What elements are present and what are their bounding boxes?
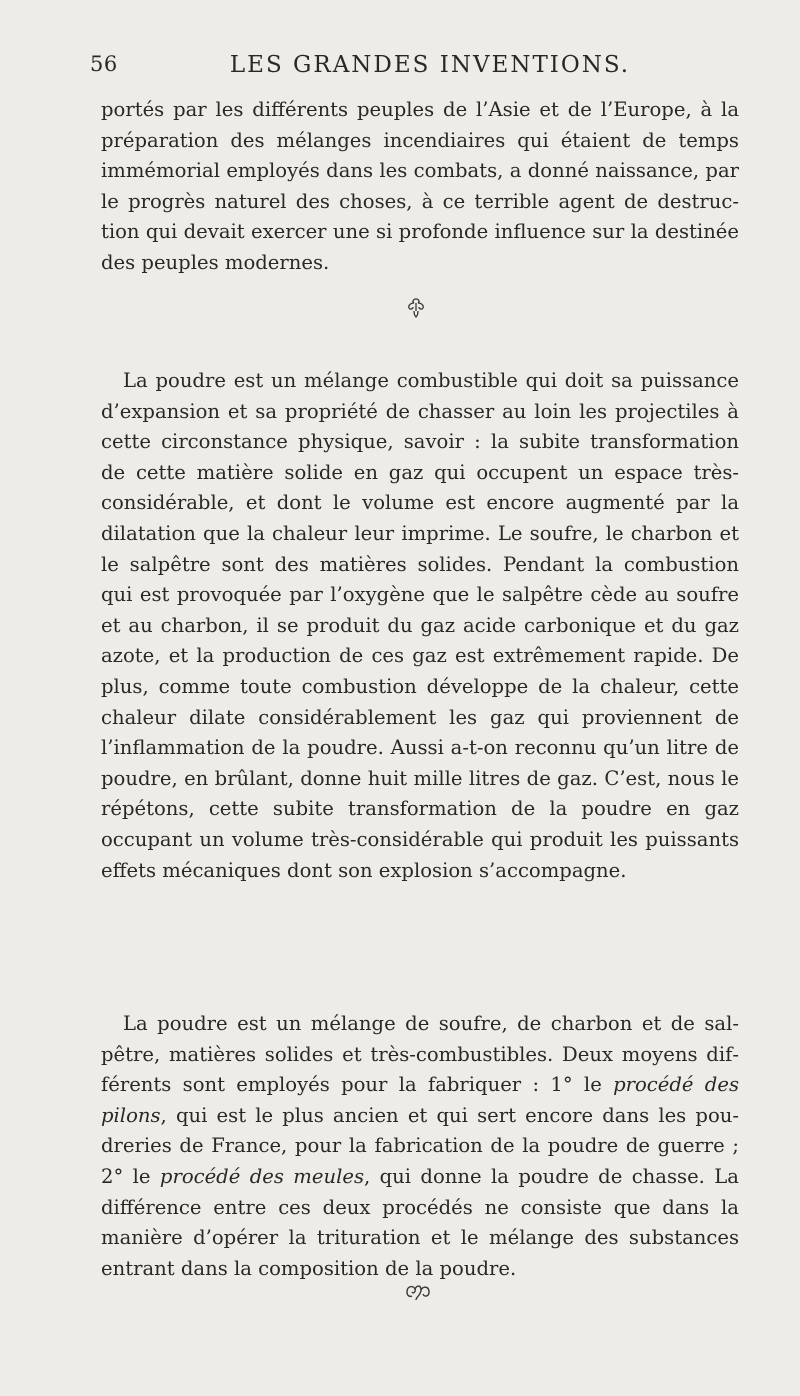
- paragraph-3-part-a: La poudre est un mélange de soufre, de charbon et de salpêtre, matières solides et très-combustibles. Deux moyens différents sont employés pour la fabriquer : 1° le: [101, 1012, 739, 1097]
- tailpiece-ornament-icon: [403, 1282, 433, 1302]
- running-head: [90, 52, 740, 86]
- paragraph-1-text: portés par les différents peuples de l’Asie et de l’Europe, à la préparation des mélanges incendiaires qui étaient de temps immémorial employés dans les combats, a donné naissance, par le progrès naturel des choses, à ce terrible agent de destruction qui devait exercer une si profonde influence sur la destinée des peuples modernes.: [101, 98, 739, 274]
- running-title: LES GRANDES INVENTIONS.: [229, 52, 631, 78]
- paragraph-3-text: [101, 1009, 739, 1284]
- fleuron-ornament-icon: [404, 297, 428, 319]
- paragraph-2: [101, 366, 739, 886]
- page-number: 56: [90, 52, 118, 76]
- paragraph-3: [101, 1009, 739, 1284]
- paragraph-3-part-b: , qui est le plus ancien et qui sert encore dans les poudreries de France, pour la fabrication de la poudre de guerre ; 2° le: [101, 1103, 739, 1188]
- paragraph-3-part-c: , qui donne la poudre de chasse. La différence entre ces deux procédés ne consiste que dans la manière d’opérer la trituration et le mélange des substances entrant dans la composition de la poudre.: [101, 1164, 739, 1280]
- procede-des-meules: procédé des meules: [159, 1164, 364, 1188]
- procede-des-pilons: procédé des pilons: [101, 1073, 739, 1127]
- paragraph-2-text: La poudre est un mélange combustible qui doit sa puissance d’expansion et sa propriété de chasser au loin les projectiles à cette circonstance physique, savoir : la subite transformation de cette matière solide en gaz qui occupent un espace très-considérable, et dont le volume est encore augmenté par la dilatation que la chaleur leur imprime. Le soufre, le charbon et le salpêtre sont des matières solides. Pendant la combustion qui est provoquée par l’oxygène que le salpêtre cède au soufre et au charbon, il se produit du gaz acide carbonique et du gaz azote, et la production de ces gaz est extrêmement rapide. De plus, comme toute combustion développe de la chaleur, cette chaleur dilate considérablement les gaz qui proviennent de l’inflammation de la poudre. Aussi a-t-on reconnu qu’un litre de poudre, en brûlant, donne huit mille litres de gaz. C’est, nous le répétons, cette subite transformation de la poudre en gaz occupant un volume très-considérable qui produit les puissants effets mécaniques dont son explosion s’accompagne.: [101, 369, 739, 882]
- paragraph-1: [101, 95, 739, 279]
